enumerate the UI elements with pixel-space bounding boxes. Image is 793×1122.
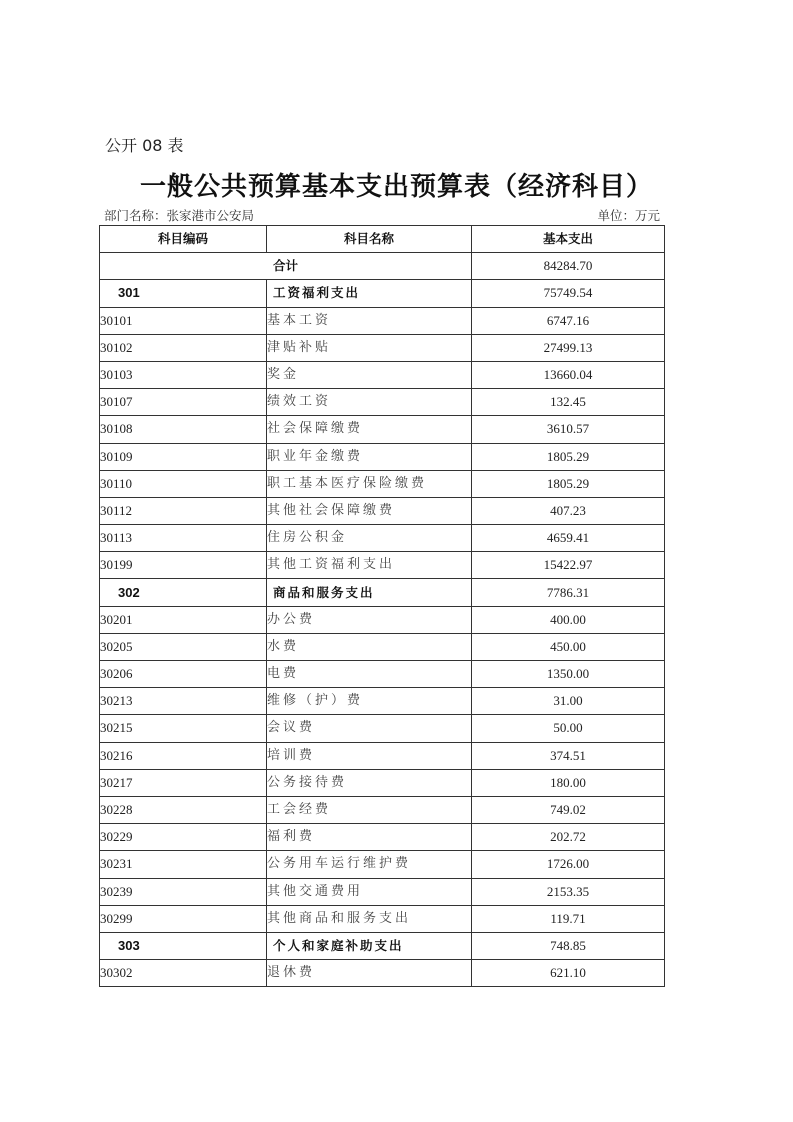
row-code: 30229 — [100, 824, 267, 851]
row-name: 职工基本医疗保险缴费 — [267, 470, 472, 497]
table-row — [100, 824, 665, 851]
row-name: 工会经费 — [267, 796, 472, 823]
row-amount: 2153.35 — [472, 878, 665, 905]
row-name: 基本工资 — [267, 307, 472, 334]
row-name: 职业年金缴费 — [267, 443, 472, 470]
table-row — [100, 661, 665, 688]
row-name: 个人和家庭补助支出 — [267, 932, 472, 959]
row-amount: 7786.31 — [472, 579, 665, 606]
table-row — [100, 389, 665, 416]
row-amount: 13660.04 — [472, 361, 665, 388]
row-amount: 180.00 — [472, 769, 665, 796]
row-amount: 50.00 — [472, 715, 665, 742]
row-name: 办公费 — [267, 606, 472, 633]
row-name: 水费 — [267, 633, 472, 660]
table-row — [100, 960, 665, 987]
row-amount: 6747.16 — [472, 307, 665, 334]
row-amount: 75749.54 — [472, 280, 665, 307]
row-amount: 621.10 — [472, 960, 665, 987]
table-row — [100, 715, 665, 742]
row-amount: 450.00 — [472, 633, 665, 660]
row-amount: 15422.97 — [472, 552, 665, 579]
row-name: 会议费 — [267, 715, 472, 742]
header-code: 科目编码 — [100, 226, 267, 253]
row-amount: 31.00 — [472, 688, 665, 715]
row-code: 30102 — [100, 334, 267, 361]
budget-table — [99, 225, 665, 987]
department-label: 部门名称：张家港市公安局 — [104, 208, 255, 223]
row-amount: 132.45 — [472, 389, 665, 416]
table-row — [100, 742, 665, 769]
row-code: 30206 — [100, 661, 267, 688]
row-amount: 4659.41 — [472, 525, 665, 552]
row-name: 培训费 — [267, 742, 472, 769]
row-name: 工资福利支出 — [267, 280, 472, 307]
row-name: 社会保障缴费 — [267, 416, 472, 443]
total-label: 合计 — [100, 253, 472, 280]
total-amount: 84284.70 — [472, 253, 665, 280]
row-code: 301 — [100, 280, 267, 307]
row-code: 30217 — [100, 769, 267, 796]
row-name: 公务接待费 — [267, 769, 472, 796]
unit-label: 单位：万元 — [597, 208, 660, 223]
row-code: 30110 — [100, 470, 267, 497]
row-name: 维修（护）费 — [267, 688, 472, 715]
row-name: 商品和服务支出 — [267, 579, 472, 606]
category-row — [100, 280, 665, 307]
row-code: 302 — [100, 579, 267, 606]
row-amount: 27499.13 — [472, 334, 665, 361]
row-name: 公务用车运行维护费 — [267, 851, 472, 878]
table-row — [100, 606, 665, 633]
row-amount: 119.71 — [472, 905, 665, 932]
form-number: 公开 08 表 — [105, 136, 184, 155]
row-amount: 749.02 — [472, 796, 665, 823]
row-name: 其他社会保障缴费 — [267, 497, 472, 524]
category-row — [100, 579, 665, 606]
row-code: 30113 — [100, 525, 267, 552]
total-row — [100, 253, 665, 280]
row-name: 其他工资福利支出 — [267, 552, 472, 579]
header-name: 科目名称 — [267, 226, 472, 253]
header-amount: 基本支出 — [472, 226, 665, 253]
row-code: 30228 — [100, 796, 267, 823]
row-code: 30216 — [100, 742, 267, 769]
table-row — [100, 497, 665, 524]
table-header-row — [100, 226, 665, 253]
row-name: 其他交通费用 — [267, 878, 472, 905]
table-row — [100, 878, 665, 905]
table-row — [100, 688, 665, 715]
row-name: 福利费 — [267, 824, 472, 851]
row-code: 303 — [100, 932, 267, 959]
table-row — [100, 633, 665, 660]
meta-row — [104, 206, 660, 224]
row-code: 30231 — [100, 851, 267, 878]
row-amount: 1805.29 — [472, 443, 665, 470]
row-name: 住房公积金 — [267, 525, 472, 552]
row-amount: 202.72 — [472, 824, 665, 851]
row-amount: 407.23 — [472, 497, 665, 524]
row-name: 绩效工资 — [267, 389, 472, 416]
table-row — [100, 361, 665, 388]
row-code: 30103 — [100, 361, 267, 388]
table-row — [100, 905, 665, 932]
row-name: 奖金 — [267, 361, 472, 388]
table-row — [100, 769, 665, 796]
table-row — [100, 443, 665, 470]
table-row — [100, 851, 665, 878]
row-amount: 1805.29 — [472, 470, 665, 497]
row-amount: 1350.00 — [472, 661, 665, 688]
category-row — [100, 932, 665, 959]
table-row — [100, 334, 665, 361]
row-code: 30109 — [100, 443, 267, 470]
row-name: 电费 — [267, 661, 472, 688]
table-row — [100, 525, 665, 552]
page-title: 一般公共预算基本支出预算表（经济科目） — [139, 172, 653, 202]
row-name: 津贴补贴 — [267, 334, 472, 361]
row-code: 30108 — [100, 416, 267, 443]
row-amount: 400.00 — [472, 606, 665, 633]
row-code: 30215 — [100, 715, 267, 742]
row-name: 退休费 — [267, 960, 472, 987]
row-code: 30302 — [100, 960, 267, 987]
row-code: 30213 — [100, 688, 267, 715]
row-name: 其他商品和服务支出 — [267, 905, 472, 932]
row-code: 30199 — [100, 552, 267, 579]
row-code: 30239 — [100, 878, 267, 905]
table-row — [100, 307, 665, 334]
table-row — [100, 552, 665, 579]
row-code: 30299 — [100, 905, 267, 932]
row-code: 30205 — [100, 633, 267, 660]
row-code: 30112 — [100, 497, 267, 524]
row-amount: 748.85 — [472, 932, 665, 959]
table-row — [100, 416, 665, 443]
row-code: 30101 — [100, 307, 267, 334]
row-code: 30201 — [100, 606, 267, 633]
row-amount: 1726.00 — [472, 851, 665, 878]
row-code: 30107 — [100, 389, 267, 416]
row-amount: 374.51 — [472, 742, 665, 769]
table-row — [100, 470, 665, 497]
row-amount: 3610.57 — [472, 416, 665, 443]
table-row — [100, 796, 665, 823]
